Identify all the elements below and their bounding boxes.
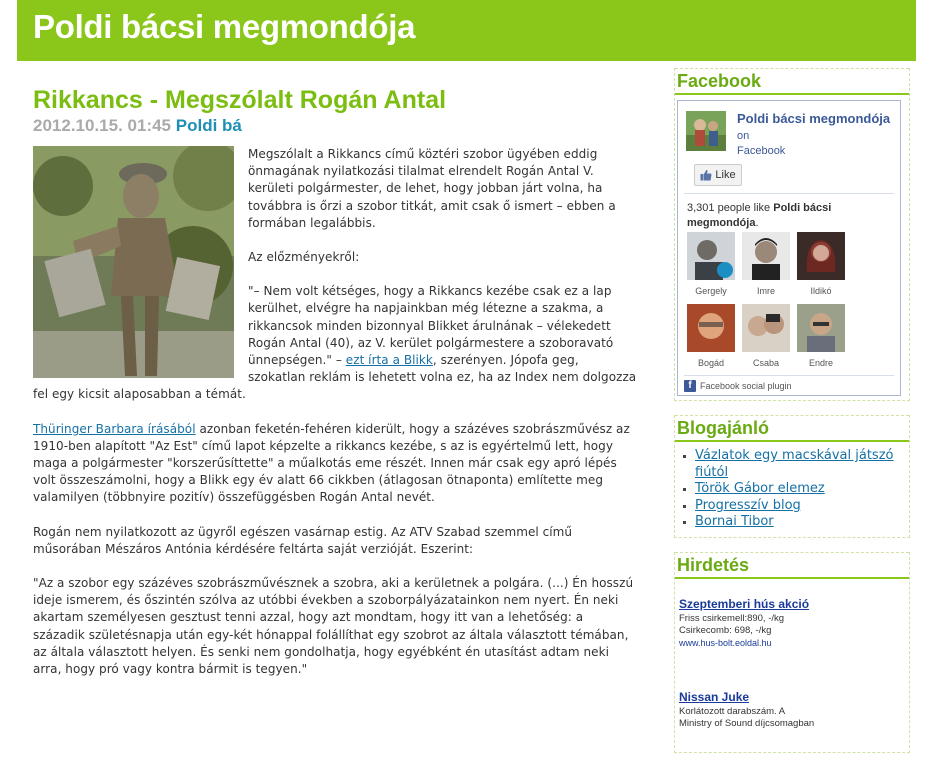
fan-face[interactable]	[796, 232, 846, 296]
fan-face[interactable]	[686, 232, 736, 296]
ad-url[interactable]: www.hus-bolt.eoldal.hu	[679, 637, 772, 648]
thumbs-up-icon	[700, 169, 712, 181]
ad-text-line: Csirkecomb: 698, -/kg	[679, 625, 772, 636]
list-item	[695, 514, 909, 531]
blog-link[interactable]: Bornai Tibor	[695, 514, 774, 529]
blog-link[interactable]: Vázlatok egy macskával játszó fiútól	[695, 448, 894, 480]
paragraph-4-rest: azonban feketén-fehéren kiderült, hogy a százéves szobrászművész az 1910-ben alapított "Az Est" című lapot képzelte a rikkancs kezébe, s az is egyértelmű lett, hogy maga a polgármester "korszerűsíttette" a műalkotás eme részét. Innen már csak egy apró lépés volt összeszámolni, hogy a Blikk egy év alatt 66 cikkben (átlagosan ötnaponta) említette meg valamilyen (többnyire pozitív) összefüggésben Rogán Antal nevét.	[33, 421, 630, 505]
like-label: Like	[715, 169, 736, 181]
blogajanlo-title: Blogajánló	[675, 415, 909, 442]
blog-link[interactable]: Progresszív blog	[695, 497, 801, 513]
post-meta	[33, 116, 638, 136]
fan-avatar	[687, 232, 735, 280]
sidebar	[674, 68, 910, 767]
blog-links	[675, 442, 909, 537]
like-count-text: 3,301 people like	[687, 202, 774, 214]
hirdetes-widget	[674, 552, 910, 753]
paragraph-1: Megszólalt a Rikkancs című köztéri szobor ügyében eddig önmagának nyilatkozási tilalmat elrendelt Rogán Antal V. kerületi polgármester, de lehet, hogy jobban járt volna, ha továbbra is őrzi a szobor titkát, amit csak ő ismert – ebben a formában legalábbis.	[248, 147, 616, 230]
paragraph-2: Az előzményekről:	[248, 250, 360, 265]
site-title[interactable]: Poldi bácsi megmondója	[33, 8, 416, 45]
paragraph-4	[33, 421, 638, 507]
on-label: on	[737, 130, 750, 142]
social-plugin-label[interactable]: Facebook social plugin	[700, 381, 792, 391]
like-button[interactable]	[694, 164, 742, 186]
ad-text-line: Ministry of Sound díjcsomagban	[679, 718, 815, 729]
main-content	[33, 86, 638, 695]
fan-face[interactable]	[686, 304, 736, 368]
post-body	[33, 146, 638, 678]
like-count-end: .	[755, 217, 759, 229]
blikk-link[interactable]: ezt írta a Blikk	[345, 353, 433, 368]
paragraph-5: Rogán nem nyilatkozott az ügyről egészen vasárnap estig. Az ATV Szabad szemmel című műsorában Mészáros Antónia kérdésére feltárta saját verzióját. Eszerint:	[33, 524, 573, 556]
fan-avatar	[797, 232, 845, 280]
blog-link[interactable]: Török Gábor elemez	[695, 481, 825, 496]
facebook-link[interactable]: Facebook	[737, 145, 786, 157]
hirdetes-title: Hirdetés	[675, 552, 909, 579]
fan-face[interactable]	[741, 232, 791, 296]
site-header	[17, 0, 916, 61]
rikkancs-statue-photo	[33, 146, 234, 378]
fan-avatar	[742, 304, 790, 352]
thuringer-link[interactable]: Thüringer Barbara írásából	[33, 421, 196, 436]
fan-name: Imre	[757, 286, 775, 296]
page-avatar[interactable]	[686, 111, 726, 151]
ad-title[interactable]: Nissan Juke	[679, 689, 750, 704]
facebook-widget	[674, 68, 910, 401]
fan-avatar	[687, 304, 735, 352]
page-name-line	[737, 111, 897, 144]
facebook-icon: f	[684, 380, 696, 392]
post-date: 2012.10.15. 01:45	[33, 116, 172, 135]
fan-avatar	[742, 232, 790, 280]
post-author[interactable]: Poldi bá	[175, 116, 242, 135]
ad-title[interactable]: Szeptemberi hús akció	[679, 596, 810, 611]
fan-name: Bogád	[697, 358, 725, 368]
ad-text-line: Friss csirkemell:890, -/kg	[679, 612, 785, 624]
ad-list	[675, 579, 909, 731]
fan-face[interactable]	[741, 304, 791, 368]
ad-text-line: Korlátozott darabszám. A	[679, 705, 786, 717]
like-count-page[interactable]: Poldi bácsi megmondója	[687, 202, 832, 229]
fan-name: Ildikó	[810, 286, 832, 296]
like-count	[687, 201, 887, 231]
fan-name: Endre	[808, 358, 834, 368]
blikk-quote: "– Nem volt kétséges, hogy a Rikkancs kezébe csak ez a lap kerülhet, elvégre ha napjainkban még létezne a szakma, a rikkancsok minden bizonnyal Blikket árulnának – vélekedett Rogán Antal (40), az V. kerület polgármestere a szoboravató ünnepségen." –	[248, 284, 614, 368]
fan-face[interactable]	[796, 304, 846, 368]
list-item	[695, 448, 909, 481]
paragraph-3-rest: , szerényen. Jópofa geg, szokatlan reklám is lehetett volna ez, ha az Index nem dolgozza fel egy kicsit alaposabban a témát.	[33, 353, 637, 402]
facebook-like-box	[677, 100, 901, 396]
paragraph-6: "Az a szobor egy százéves szobrászművésznek a szobra, aki a kerületnek a polgára. (...) Én hosszú ideje ismerem, és őszintén szólva az utóbbi években a szoborpályázatainkon nem nyert. Én neki akartam személyesen gesztust tenni azzal, hogy azt mondtam, hogy itt van a lehetőség: a századik születésnapja után egy-két hónappal folállíthat egy szobrot az általa választott témában, az általa választott helyen. És senki nem gondolhatja, hogy egyébként én utasítást adtam neki arra, hogy pró vagy kontra bármit is tegyen."	[33, 576, 634, 677]
post-title[interactable]: Rikkancs - Megszólalt Rogán Antal	[33, 86, 447, 114]
blogajanlo-widget	[674, 415, 910, 538]
fan-avatar	[797, 304, 845, 352]
list-item	[695, 481, 909, 498]
fan-name: Gergely	[695, 286, 727, 296]
page-name[interactable]: Poldi bácsi megmondója	[737, 111, 891, 126]
ad-item[interactable]	[679, 690, 909, 731]
facebook-widget-title: Facebook	[675, 68, 909, 95]
fan-name: Csaba	[752, 358, 779, 368]
ad-item[interactable]	[679, 597, 909, 648]
fb-footer	[684, 375, 894, 392]
list-item	[695, 498, 909, 515]
divider	[684, 193, 894, 194]
